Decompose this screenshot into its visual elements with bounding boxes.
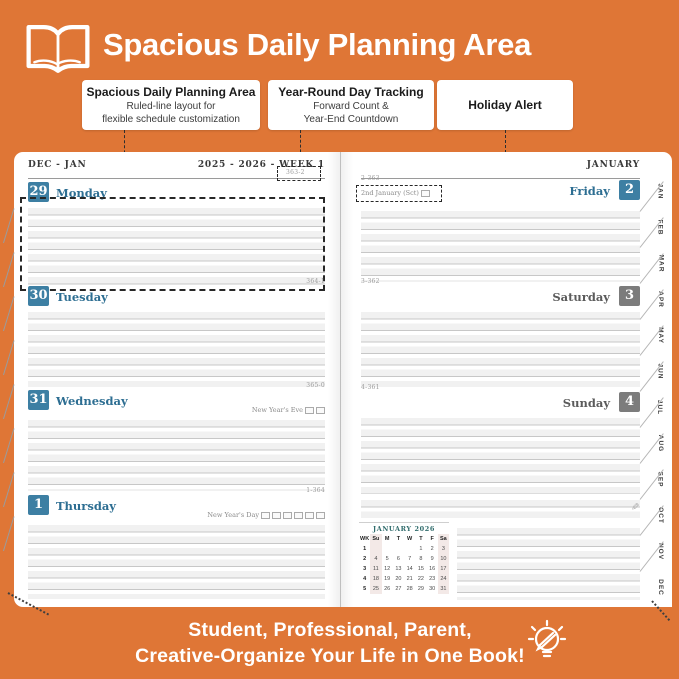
holiday-label: [361, 189, 430, 197]
month-tab-may: MAY: [644, 319, 672, 355]
mini-cal-date: 22: [417, 576, 424, 582]
footer-line-2: Creative-Organize Your Life in One Book!: [135, 645, 525, 668]
mini-cal-date: 6: [396, 556, 400, 562]
mini-cal-col: F: [430, 536, 434, 542]
month-tab-sep: SEP: [644, 463, 672, 499]
month-tab-mar: MAR: [644, 247, 672, 283]
left-page-month-range: DEC - JAN: [28, 160, 87, 170]
day-number-badge: 2: [619, 180, 640, 200]
holiday-text: New Year's Eve: [251, 406, 303, 414]
page-edge-mark: [3, 252, 14, 287]
mini-cal-date: 10: [438, 554, 449, 564]
mini-cal-date: 4: [370, 554, 381, 564]
gutter-shadow: [328, 152, 340, 607]
mini-cal-date: 13: [395, 566, 402, 572]
month-tab-aug: AUG: [644, 427, 672, 463]
callout-title: Year-Round Day Tracking: [278, 84, 424, 99]
holiday-label: [252, 406, 325, 414]
ruled-lines: [361, 308, 640, 387]
holiday-flag-icon: [421, 190, 430, 197]
day-name: Friday: [569, 184, 610, 198]
page-edge-mark: [3, 428, 14, 463]
mini-cal-date: 3: [438, 544, 449, 554]
planner-spread: [14, 152, 672, 607]
holiday-label: [207, 511, 325, 519]
month-tab-jul: JUL: [644, 391, 672, 427]
month-tab-dec: DEC: [644, 571, 672, 607]
holiday-flag-icon: [261, 512, 270, 519]
pencil-icon: ✎: [628, 502, 640, 511]
ruled-lines: [361, 414, 640, 494]
left-page: [14, 152, 339, 607]
month-tab-apr: APR: [644, 283, 672, 319]
mini-cal-week-num: 3: [363, 566, 367, 572]
mini-cal-col: T: [396, 536, 401, 542]
ruled-lines: [28, 308, 325, 387]
mini-cal-date: [404, 544, 415, 554]
holiday-flag-icon: [283, 512, 292, 519]
day-count: 363-2: [286, 169, 305, 176]
mini-cal-date: 2: [430, 546, 434, 552]
mini-cal-date: 12: [384, 566, 391, 572]
callout-day-tracking: [268, 80, 434, 130]
mini-calendar-title: JANUARY 2026: [373, 525, 435, 533]
holiday-flag-icon: [272, 512, 281, 519]
ruled-lines: [28, 521, 325, 599]
mini-cal-date: 1: [419, 546, 423, 552]
holiday-flag-icon: [316, 407, 325, 414]
callout-line: Forward Count &: [313, 100, 389, 112]
day-count: 2-363: [361, 175, 380, 182]
callout-holiday-alert: [437, 80, 573, 130]
day-number-badge: 30: [28, 286, 49, 306]
mini-cal-date: 28: [406, 586, 413, 592]
mini-cal-col: WK: [360, 536, 370, 542]
month-tab-oct: OCT: [644, 499, 672, 535]
mini-cal-date: 24: [438, 574, 449, 584]
page-edge-mark: [3, 340, 14, 375]
mini-cal-date: 31: [438, 584, 449, 594]
month-tab-jun: JUN: [644, 355, 672, 391]
callout-line: flexible schedule customization: [102, 113, 240, 125]
day-name: Tuesday: [56, 290, 108, 304]
mini-cal-date: 15: [417, 566, 424, 572]
day-count: 1-364: [306, 487, 325, 494]
right-page: [345, 152, 646, 607]
mini-cal-week-num: 2: [363, 556, 367, 562]
left-page-week-label: 2025 - 2026 - WEEK 1: [197, 160, 325, 170]
holiday-flag-icon: [294, 512, 303, 519]
day-name: Thursday: [56, 499, 116, 513]
footer-line-1: Student, Professional, Parent,: [188, 619, 472, 641]
day-name: Monday: [56, 186, 107, 200]
ruled-lines: [457, 524, 640, 600]
callout-title: Spacious Daily Planning Area: [86, 84, 256, 99]
day-number-badge: 1: [28, 495, 49, 515]
holiday-flag-icon: [305, 407, 314, 414]
mini-cal-date: 9: [430, 556, 434, 562]
mini-cal-col: M: [384, 536, 390, 542]
mini-month-calendar: [359, 522, 449, 594]
mini-cal-date: [393, 544, 404, 554]
page-title: Spacious Daily Planning Area: [103, 27, 532, 62]
day-count: 364-1: [306, 278, 325, 285]
header-rule: [361, 178, 640, 179]
month-tab-jan: JAN: [656, 183, 664, 200]
day-number-badge: 31: [28, 390, 49, 410]
day-name: Sunday: [562, 396, 610, 410]
mini-cal-week-num: 1: [363, 546, 367, 552]
mini-cal-date: 30: [429, 586, 436, 592]
mini-cal-date: 17: [438, 564, 449, 574]
mini-cal-col: W: [407, 536, 413, 542]
mini-cal-date: 23: [429, 576, 436, 582]
mini-cal-date: 16: [429, 566, 436, 572]
mini-cal-date: 5: [385, 556, 389, 562]
mini-cal-col: Sa: [438, 534, 449, 544]
page-gutter: [340, 152, 341, 607]
mini-cal-date: 26: [384, 586, 391, 592]
spacious-area-highlight-box: [20, 197, 325, 291]
page-edge-mark: [3, 384, 14, 419]
page-edge-mark: [3, 208, 14, 243]
day-count: 4-361: [361, 384, 380, 391]
ruled-lines: [361, 496, 640, 518]
ruled-lines: [28, 416, 325, 491]
right-page-month-label: JANUARY: [586, 160, 640, 170]
lightbulb-pencil-icon: [524, 615, 570, 672]
mini-cal-date: 21: [406, 576, 413, 582]
mini-cal-date: 14: [406, 566, 413, 572]
mini-calendar-grid: [359, 534, 449, 594]
holiday-text: New Year's Day: [207, 511, 259, 519]
mini-cal-date: [382, 544, 393, 554]
mini-cal-col: T: [419, 536, 423, 542]
mini-cal-date: 29: [417, 586, 424, 592]
mini-cal-date: 8: [419, 556, 423, 562]
mini-cal-date: 27: [395, 586, 402, 592]
callout-line: Ruled-line layout for: [126, 100, 216, 112]
mini-cal-week-num: 4: [363, 576, 367, 582]
ruled-lines: [361, 207, 640, 282]
mini-cal-date: 25: [370, 584, 381, 594]
open-book-icon: [22, 20, 94, 81]
month-tab-strip: [644, 175, 672, 607]
mini-cal-date: 19: [384, 576, 391, 582]
callout-title: Holiday Alert: [468, 97, 542, 112]
mini-cal-date: [370, 544, 381, 554]
day-count: 365-0: [306, 382, 325, 389]
callout-line: Year-End Countdown: [303, 113, 399, 125]
holiday-text: 2nd January (Sct): [361, 189, 419, 197]
day-name: Saturday: [552, 290, 610, 304]
month-tab-feb: FEB: [644, 211, 672, 247]
day-name: Wednesday: [56, 394, 128, 408]
mini-cal-date: 11: [370, 564, 381, 574]
day-number-badge: 3: [619, 286, 640, 306]
mini-cal-date: 18: [370, 574, 381, 584]
page-edge-mark: [3, 472, 14, 507]
page-edge-mark: [3, 296, 14, 331]
holiday-flag-icon: [316, 512, 325, 519]
day-number-badge: 4: [619, 392, 640, 412]
mini-cal-date: 7: [408, 556, 412, 562]
month-tab-nov: NOV: [644, 535, 672, 571]
day-count: 3-362: [361, 278, 380, 285]
day-number-badge: 29: [28, 182, 49, 202]
callout-spacious-area: [82, 80, 260, 130]
mini-cal-col: Su: [370, 534, 381, 544]
mini-cal-date: 20: [395, 576, 402, 582]
mini-cal-week-num: 5: [363, 586, 367, 592]
page-edge-mark: [3, 516, 14, 551]
holiday-flag-icon: [305, 512, 314, 519]
